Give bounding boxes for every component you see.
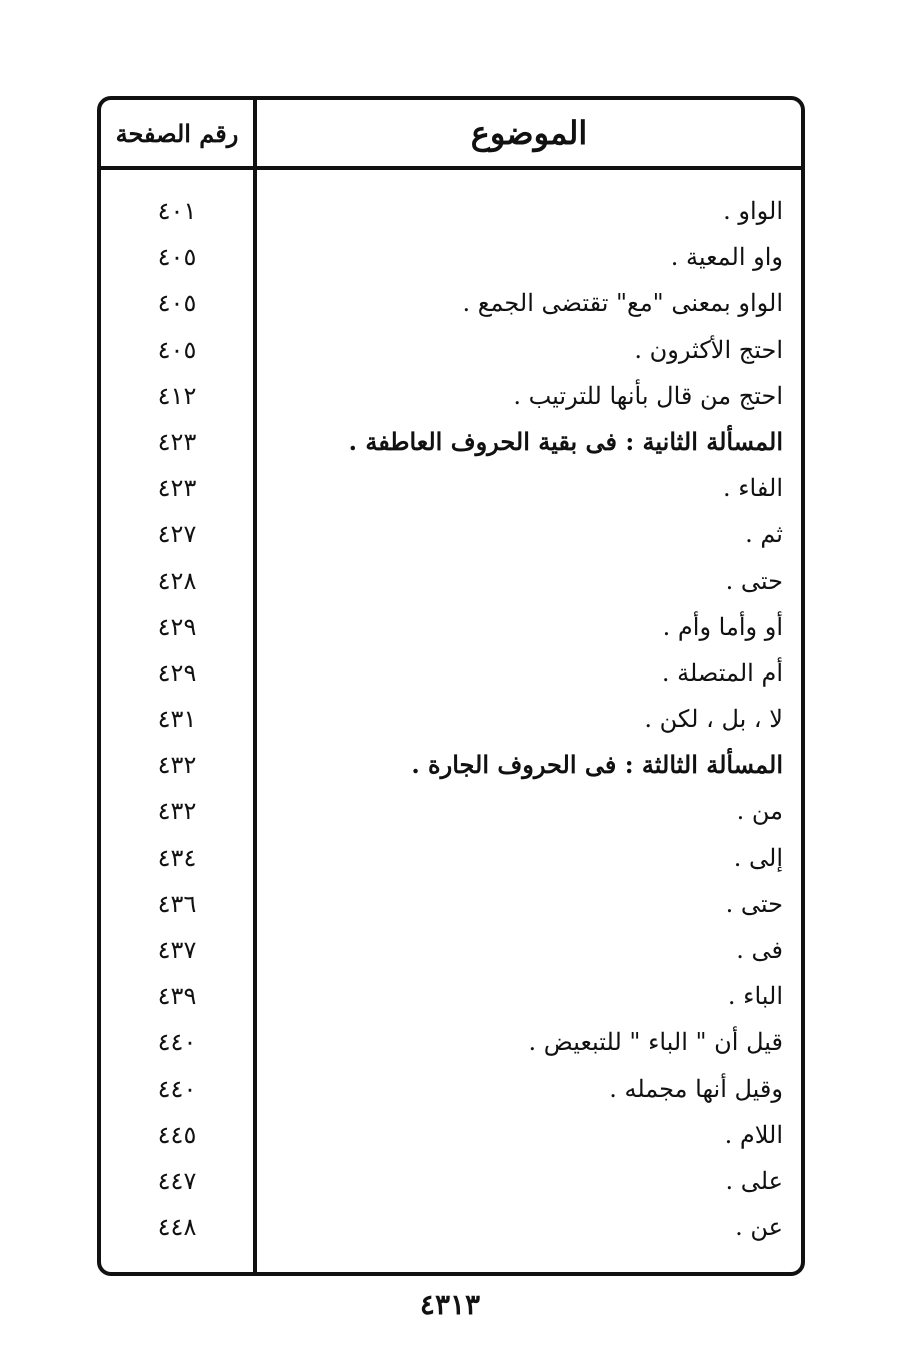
row-topic: احتج الأكثرون . (634, 335, 783, 364)
table-row (101, 511, 801, 557)
row-page-number: ٤٢٩ (157, 612, 197, 641)
table-row (101, 234, 801, 280)
table-row (101, 1019, 801, 1065)
row-page-number: ٤٢٣ (157, 474, 197, 503)
index-rows (101, 188, 801, 1250)
row-topic: الفاء . (723, 474, 783, 503)
index-table (97, 96, 805, 1276)
row-topic: أو وأما وأم . (662, 612, 783, 641)
page-number: ٤٣١٣ (419, 1288, 481, 1321)
header-divider (101, 166, 801, 170)
row-page-number: ٤٣٦ (157, 889, 197, 918)
row-page-number: ٤٣٢ (157, 797, 197, 826)
row-page-number: ٤١٢ (157, 381, 197, 410)
table-row (101, 973, 801, 1019)
row-topic: عن . (735, 1213, 783, 1242)
row-topic: ثم . (745, 520, 783, 549)
row-topic: قيل أن " الباء " للتبعيض . (528, 1028, 783, 1057)
row-page-number: ٤٠٥ (157, 335, 197, 364)
row-topic: على . (725, 1166, 783, 1195)
table-row (101, 1112, 801, 1158)
row-page-number: ٤٢٣ (157, 427, 197, 456)
row-topic: واو المعية . (670, 243, 783, 272)
topic-column-header: الموضوع (470, 114, 588, 152)
row-topic: إلى . (733, 843, 783, 872)
row-page-number: ٤٢٨ (157, 566, 197, 595)
row-topic: احتج من قال بأنها للترتيب . (513, 381, 783, 410)
row-page-number: ٤٠٥ (157, 289, 197, 318)
table-row (101, 1204, 801, 1250)
table-row (101, 696, 801, 742)
row-topic: فى . (736, 936, 783, 964)
row-topic: من . (736, 797, 783, 826)
row-topic: حتى . (725, 566, 783, 595)
table-row (101, 788, 801, 834)
row-topic: أم المتصلة . (661, 658, 783, 687)
row-page-number: ٤٠٥ (157, 243, 197, 272)
row-page-number: ٤٤٠ (157, 1028, 197, 1057)
row-topic: المسألة الثالثة : فى الحروف الجارة . (411, 750, 783, 780)
table-row (101, 650, 801, 696)
row-topic: الباء . (727, 982, 783, 1011)
table-row (101, 927, 801, 973)
row-page-number: ٤٠١ (157, 197, 197, 225)
row-page-number: ٤٢٧ (157, 520, 197, 549)
row-page-number: ٤٤٧ (157, 1166, 197, 1195)
table-row (101, 604, 801, 650)
row-topic: لا ، بل ، لكن . (644, 705, 783, 734)
table-row (101, 742, 801, 788)
row-page-number: ٤٣٩ (157, 982, 197, 1011)
table-row (101, 465, 801, 511)
row-page-number: ٤٣٢ (157, 751, 197, 780)
table-row (101, 558, 801, 604)
table-row (101, 280, 801, 326)
table-row (101, 881, 801, 927)
row-topic: وقيل أنها مجمله . (609, 1074, 783, 1103)
table-row (101, 835, 801, 881)
row-topic: حتى . (725, 889, 783, 918)
row-topic: الواو بمعنى "مع" تقتضى الجمع . (462, 289, 783, 318)
table-row (101, 188, 801, 234)
row-page-number: ٤٤٥ (157, 1120, 197, 1149)
table-row (101, 1066, 801, 1112)
row-page-number: ٤٣٧ (157, 936, 197, 964)
table-row (101, 419, 801, 465)
row-page-number: ٤٤٨ (157, 1213, 197, 1242)
table-row (101, 1158, 801, 1204)
row-page-number: ٤٣٤ (157, 843, 197, 872)
row-page-number: ٤٣١ (157, 705, 197, 734)
row-topic: اللام . (724, 1120, 783, 1149)
table-row (101, 327, 801, 373)
row-page-number: ٤٢٩ (157, 658, 197, 687)
row-topic: المسألة الثانية : فى بقية الحروف العاطفة . (348, 426, 783, 456)
page-column-header: رقم الصفحة (115, 118, 239, 148)
table-row (101, 373, 801, 419)
row-topic: الواو . (723, 197, 783, 225)
row-page-number: ٤٤٠ (157, 1074, 197, 1103)
